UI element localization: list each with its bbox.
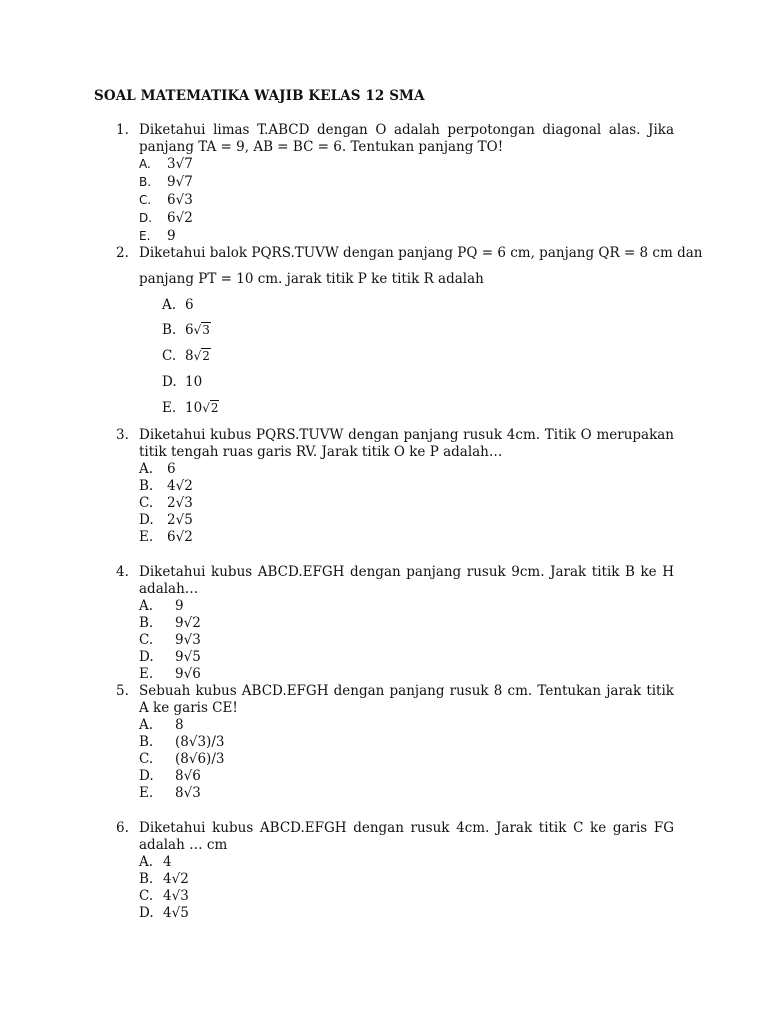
option-c: [139, 751, 225, 768]
option-b: [139, 871, 189, 888]
option-e: [139, 666, 201, 683]
option-value: 4√2: [167, 478, 193, 494]
option-value: 4√3: [163, 888, 189, 904]
question-text-line-1: Diketahui balok PQRS.TUVW dengan panjang PQ = 6 cm, panjang QR = 8 cm dan: [139, 245, 703, 261]
option-c: [139, 192, 193, 209]
question-number: 2.: [116, 245, 129, 261]
option-c: [139, 632, 201, 649]
option-letter: B.: [162, 322, 177, 338]
option-letter: D.: [139, 512, 154, 528]
option-value: 6√3: [185, 322, 210, 338]
option-coefficient: 10: [185, 400, 203, 416]
option-e: [162, 400, 219, 417]
question-text-line-2: panjang PT = 10 cm. jarak titik P ke titik R adalah: [139, 271, 484, 287]
option-letter: D.: [139, 768, 154, 784]
option-letter: A.: [139, 461, 154, 477]
option-letter: E.: [139, 785, 154, 801]
option-value: 3√7: [167, 156, 193, 172]
option-a: [139, 854, 172, 871]
option-value: 9√3: [175, 632, 201, 648]
option-value: 4: [163, 854, 172, 870]
option-value: 10: [185, 374, 203, 390]
option-value: 8√6: [175, 768, 201, 784]
option-letter: B.: [139, 871, 154, 887]
option-letter: D.: [139, 211, 153, 225]
option-radicand: 2: [202, 349, 210, 363]
option-value: 9: [167, 228, 176, 244]
option-letter: E.: [139, 229, 151, 243]
option-value: (8√6)/3: [175, 751, 225, 767]
option-d: [139, 905, 189, 922]
option-b: [139, 478, 193, 495]
option-a: [139, 461, 176, 478]
option-value: 6√3: [167, 192, 193, 208]
option-value: 8√2: [185, 348, 210, 364]
option-letter: B.: [139, 478, 154, 494]
option-letter: E.: [139, 529, 154, 545]
option-letter: D.: [139, 905, 154, 921]
option-value: 6: [167, 461, 176, 477]
question-number: 6.: [116, 820, 129, 836]
option-value: 6√2: [167, 210, 193, 226]
question-number: 4.: [116, 564, 129, 580]
option-b: [139, 615, 201, 632]
question-number: 5.: [116, 683, 129, 699]
option-b: [162, 322, 210, 339]
question-text: Diketahui limas T.ABCD dengan O adalah perpotongan diagonal alas. Jika panjang TA = 9, AB = BC = 6. Tentukan panjang TO!: [139, 122, 674, 155]
option-letter: C.: [139, 632, 154, 648]
option-letter: A.: [139, 854, 154, 870]
option-value: 2√3: [167, 495, 193, 511]
option-e: [139, 228, 176, 245]
option-value: 9: [175, 598, 184, 614]
option-letter: A.: [139, 717, 154, 733]
option-a: [139, 156, 193, 173]
option-e: [139, 785, 201, 802]
option-c: [139, 888, 189, 905]
option-coefficient: 6: [185, 322, 194, 338]
option-letter: E.: [162, 400, 177, 416]
option-value: 2√5: [167, 512, 193, 528]
option-letter: B.: [139, 175, 152, 189]
option-letter: E.: [139, 666, 154, 682]
question-number: 3.: [116, 427, 129, 443]
option-coefficient: 8: [185, 348, 194, 364]
option-value: 8: [175, 717, 184, 733]
option-letter: A.: [139, 598, 154, 614]
option-letter: B.: [139, 734, 154, 750]
document-title: SOAL MATEMATIKA WAJIB KELAS 12 SMA: [94, 88, 425, 104]
option-d: [139, 649, 201, 666]
option-b: [139, 174, 193, 191]
option-d: [139, 768, 201, 785]
option-value: 9√6: [175, 666, 201, 682]
option-letter: C.: [162, 348, 177, 364]
question-text: Sebuah kubus ABCD.EFGH dengan panjang rusuk 8 cm. Tentukan jarak titik A ke garis CE!: [139, 683, 674, 716]
option-letter: C.: [139, 888, 154, 904]
option-letter: D.: [139, 649, 154, 665]
option-value: (8√3)/3: [175, 734, 225, 750]
question-text: Diketahui kubus ABCD.EFGH dengan panjang rusuk 9cm. Jarak titik B ke H adalah…: [139, 564, 674, 597]
option-d: [162, 374, 203, 391]
option-radicand: 2: [210, 401, 219, 415]
option-a: [139, 717, 184, 734]
option-letter: A.: [162, 297, 177, 313]
option-a: [139, 598, 184, 615]
option-value: 4√5: [163, 905, 189, 921]
option-letter: D.: [162, 374, 177, 390]
option-letter: C.: [139, 495, 154, 511]
option-value: 6√2: [167, 529, 193, 545]
option-radicand: 3: [202, 323, 210, 337]
option-a: [162, 297, 194, 314]
option-value: 9√5: [175, 649, 201, 665]
option-c: [139, 495, 193, 512]
option-value: 8√3: [175, 785, 201, 801]
option-d: [139, 210, 193, 227]
option-value: 6: [185, 297, 194, 313]
option-c: [162, 348, 210, 365]
option-b: [139, 734, 225, 751]
option-letter: B.: [139, 615, 154, 631]
option-letter: C.: [139, 193, 152, 207]
question-text: Diketahui kubus ABCD.EFGH dengan rusuk 4cm. Jarak titik C ke garis FG adalah … cm: [139, 820, 674, 853]
option-value: 4√2: [163, 871, 189, 887]
option-value: 9√2: [175, 615, 201, 631]
question-text: Diketahui kubus PQRS.TUVW dengan panjang rusuk 4cm. Titik O merupakan titik tengah ruas garis RV. Jarak titik O ke P adalah…: [139, 427, 674, 460]
option-d: [139, 512, 193, 529]
option-e: [139, 529, 193, 546]
question-number: 1.: [116, 122, 129, 138]
option-value: 10√2: [185, 400, 219, 416]
option-letter: A.: [139, 157, 151, 171]
option-letter: C.: [139, 751, 154, 767]
option-value: 9√7: [167, 174, 193, 190]
